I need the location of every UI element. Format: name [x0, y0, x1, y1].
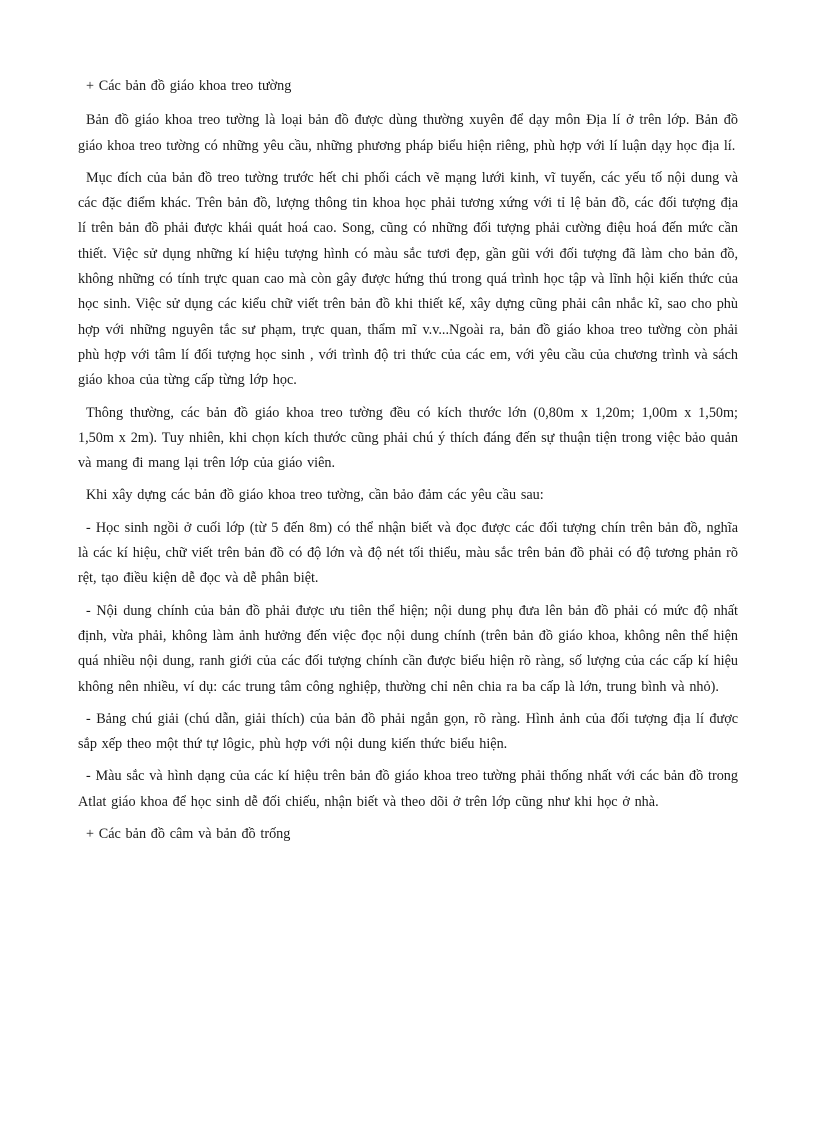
list-item-colors-shapes: - Màu sắc và hình dạng của các kí hiệu trên bản đồ giáo khoa treo tường phải thống nhất với các bản đồ trong Atlat giáo khoa để học sinh dễ đối chiếu, nhận biết và theo dõi ở trên lớp cũng như khi học ở nhà.	[78, 768, 738, 810]
paragraph-size: Thông thường, các bản đồ giáo khoa treo tường đều có kích thước lớn (0,80m x 1,20m; 1,00m x 1,50m; 1,50m x 2m). Tuy nhiên, khi chọn kích thước cũng phải chú ý thích đáng đến sự thuận tiện trong việc bảo quản và mang đi mang lại trên lớp của giáo viên.	[78, 404, 738, 472]
document-body	[78, 74, 738, 847]
paragraph-intro: Bản đồ giáo khoa treo tường là loại bản đồ được dùng thường xuyên để dạy môn Địa lí ở trên lớp. Bản đồ giáo khoa treo tường có những yêu cầu, những phương pháp biểu hiện riêng, phù hợp với lí luận dạy học địa lí.	[78, 112, 738, 154]
list-item-readability: - Học sinh ngồi ở cuối lớp (từ 5 đến 8m) có thể nhận biết và đọc được các đối tượng chín trên bản đồ, nghĩa là các kí hiệu, chữ viết trên bản đồ có độ lớn và độ nét tối thiểu, màu sắc trên bản đồ phải có độ tương phản rõ rệt, tạo điều kiện dễ đọc và dễ phân biệt.	[78, 519, 738, 587]
section-heading-wall-maps: + Các bản đồ giáo khoa treo tường	[86, 78, 292, 94]
list-item-main-content: - Nội dung chính của bản đồ phải được ưu tiên thể hiện; nội dung phụ đưa lên bản đồ phải có mức độ nhất định, vừa phải, không làm ảnh hưởng đến việc đọc nội dung chính (trên bản đồ giáo khoa, không nên thể hiện quá nhiều nội dung, ranh giới của các đối tượng chính cần được biểu hiện rõ ràng, số lượng của các cấp kí hiệu không nên nhiều, ví dụ: các trung tâm công nghiệp, thường chỉ nên chia ra ba cấp là lớn, trung bình và nhỏ).	[78, 602, 738, 695]
list-item-legend: - Bảng chú giải (chú dẫn, giải thích) của bản đồ phải ngắn gọn, rõ ràng. Hình ảnh của đối tượng địa lí được sắp xếp theo một thứ tự lôgic, phù hợp với nội dung kiến thức biểu hiện.	[78, 710, 738, 753]
section-heading-blank-maps: + Các bản đồ câm và bản đồ trống	[86, 826, 291, 843]
paragraph-purpose: Mục đích của bản đồ treo tường trước hết chi phối cách vẽ mạng lưới kinh, vĩ tuyến, các yếu tố nội dung và các đặc điểm khác. Trên bản đồ, lượng thông tin khoa học phải tương xứng với tỉ lệ bản đồ, các đối tượng địa lí trên bản đồ phải được khái quát hoá cao. Song, cũng có những đối tượng phải cường điệu hoá đến mức cần thiết. Việc sử dụng những kí hiệu tượng hình có màu sắc tươi đẹp, gần gũi với đối tượng đã làm cho bản đồ, không những có tính trực quan cao mà còn gây được hứng thú trong quá trình học tập và lĩnh hội kiến thức của học sinh. Việc sử dụng các kiểu chữ viết trên bản đồ khi thiết kế, xây dựng cũng phải cân nhắc kĩ, sao cho phù hợp với những nguyên tắc sư phạm, trực quan, thẩm mĩ v.v...Ngoài ra, bản đồ giáo khoa treo tường còn phải phù hợp với tâm lí đối tượng học sinh , với trình độ tri thức của các em, với yêu cầu của chương trình và sách giáo khoa của từng cấp từng lớp học.	[78, 169, 738, 389]
paragraph-requirements-intro: Khi xây dựng các bản đồ giáo khoa treo tường, cần bảo đảm các yêu cầu sau:	[86, 487, 544, 504]
